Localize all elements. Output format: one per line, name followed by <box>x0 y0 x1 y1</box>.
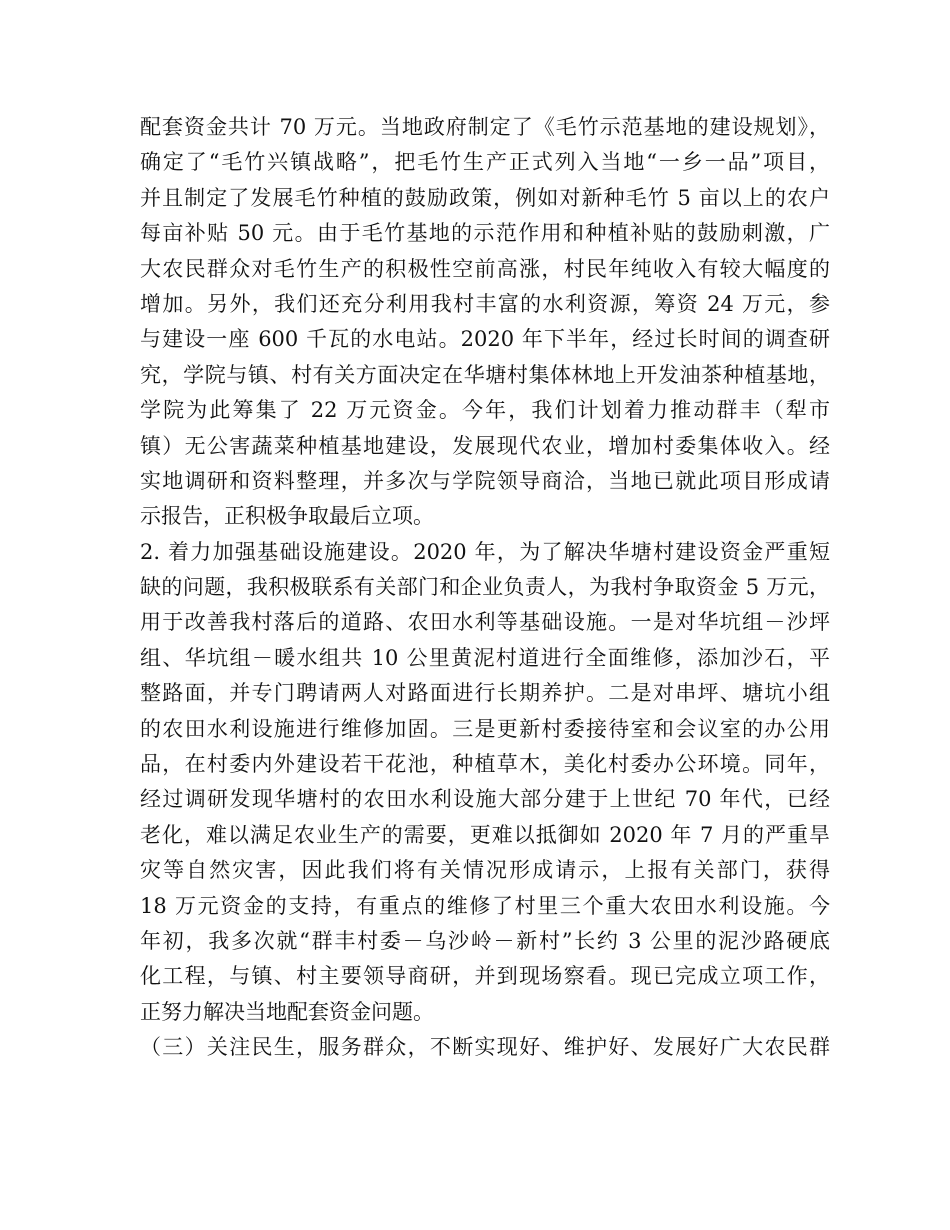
text-line: 大农民群众对毛竹生产的积极性空前高涨，村民年纯收入有较大幅度的 <box>140 256 830 281</box>
text-line: 与建设一座 600 千瓦的水电站。2020 年下半年，经过长时间的调查研 <box>140 327 830 352</box>
text-line: 示报告，正积极争取最后立项。 <box>140 504 434 529</box>
text-line: 学院为此筹集了 22 万元资金。今年，我们计划着力推动群丰（犁市 <box>140 398 830 423</box>
text-line: 化工程，与镇、村主要领导商研，并到现场察看。现已完成立项工作， <box>140 964 830 989</box>
text-line: 实地调研和资料整理，并多次与学院领导商洽，当地已就此项目形成请 <box>140 468 830 493</box>
text-line: 究，学院与镇、村有关方面决定在华塘村集体林地上开发油茶种植基地， <box>140 362 830 387</box>
text-line: 缺的问题，我积极联系有关部门和企业负责人，为我村争取资金 5 万元， <box>140 575 830 600</box>
text-line: 镇）无公害蔬菜种植基地建设，发展现代农业，增加村委集体收入。经 <box>140 433 830 458</box>
text-line: 用于改善我村落后的道路、农田水利等基础设施。一是对华坑组－沙坪 <box>140 610 830 635</box>
text-line: 18 万元资金的支持，有重点的维修了村里三个重大农田水利设施。今 <box>140 893 830 918</box>
text-line: （三）关注民生，服务群众，不断实现好、维护好、发展好广大农民群 <box>140 1035 830 1060</box>
text-line: 并且制定了发展毛竹种植的鼓励政策，例如对新种毛竹 5 亩以上的农户 <box>140 185 830 210</box>
text-line: 确定了“毛竹兴镇战略”，把毛竹生产正式列入当地“一乡一品”项目， <box>140 150 830 175</box>
text-line: 年初，我多次就“群丰村委－乌沙岭－新村”长约 3 公里的泥沙路硬底 <box>140 928 830 953</box>
text-line: 2. 着力加强基础设施建设。2020 年，为了解决华塘村建设资金严重短 <box>140 539 830 564</box>
text-line: 灾等自然灾害，因此我们将有关情况形成请示，上报有关部门，获得 <box>140 858 830 883</box>
document-body <box>140 110 830 1066</box>
text-line: 的农田水利设施进行维修加固。三是更新村委接待室和会议室的办公用 <box>140 716 830 741</box>
text-line: 增加。另外，我们还充分利用我村丰富的水利资源，筹资 24 万元，参 <box>140 291 830 316</box>
text-line: 整路面，并专门聘请两人对路面进行长期养护。二是对串坪、塘坑小组 <box>140 681 830 706</box>
text-line: 品，在村委内外建设若干花池，种植草木，美化村委办公环境。同年， <box>140 752 830 777</box>
text-line: 经过调研发现华塘村的农田水利设施大部分建于上世纪 70 年代，已经 <box>140 787 830 812</box>
text-line: 正努力解决当地配套资金问题。 <box>140 999 434 1024</box>
text-line: 每亩补贴 50 元。由于毛竹基地的示范作用和种植补贴的鼓励刺激，广 <box>140 221 830 246</box>
text-line: 老化，难以满足农业生产的需要，更难以抵御如 2020 年 7 月的严重旱 <box>140 822 830 847</box>
text-line: 配套资金共计 70 万元。当地政府制定了《毛竹示范基地的建设规划》， <box>140 115 830 139</box>
text-line: 组、华坑组－暖水组共 10 公里黄泥村道进行全面维修，添加沙石，平 <box>140 645 830 670</box>
